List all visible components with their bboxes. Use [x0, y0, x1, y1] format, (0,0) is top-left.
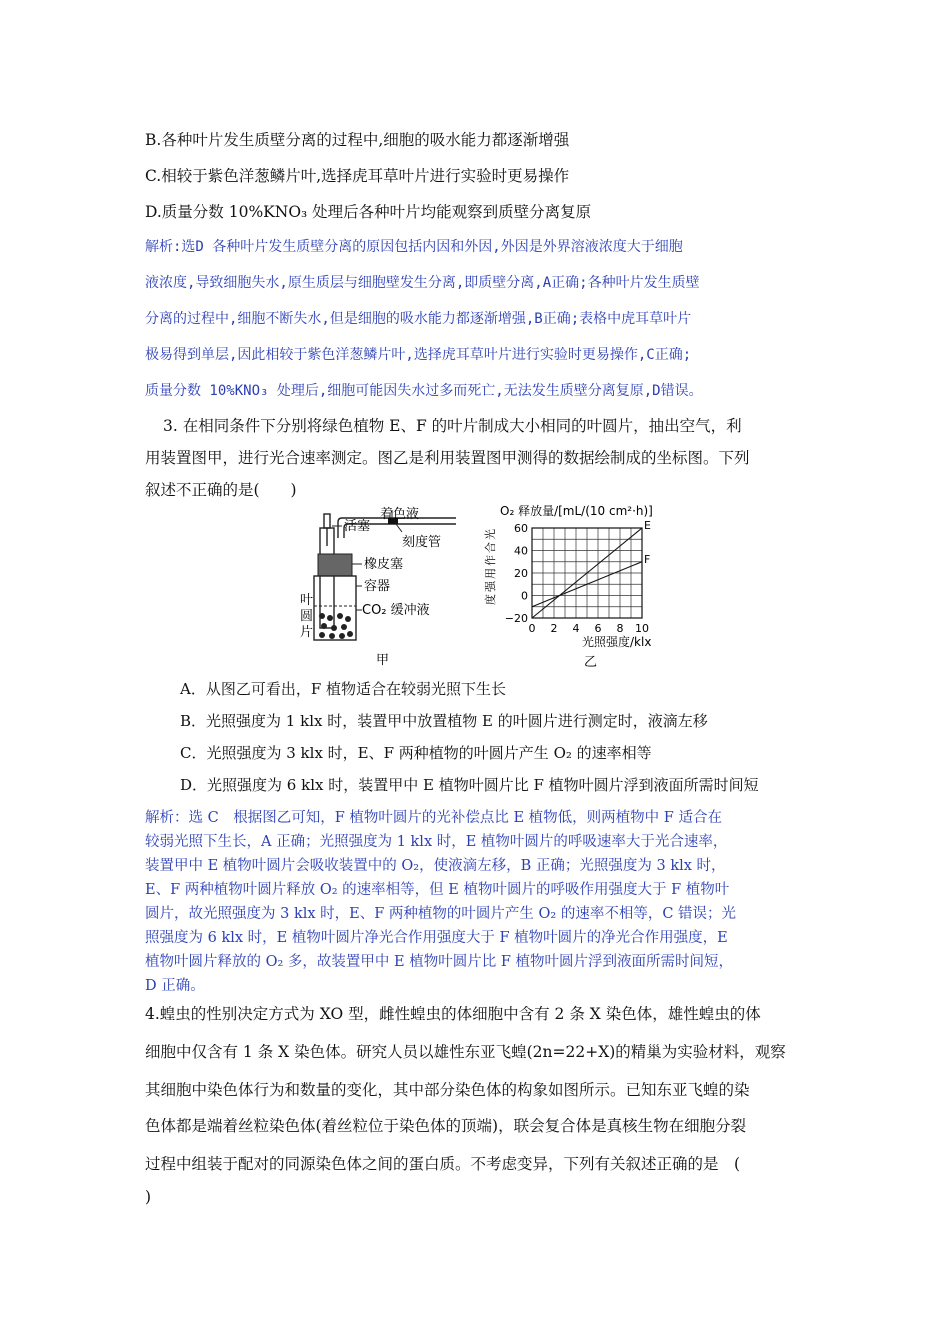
chart-ylabel-char: 强 [484, 581, 497, 592]
q3-answer-line: 装置甲中 E 植物叶圆片会吸收装置中的 O₂，使液滴左移，B 正确；光照强度为 3 klx 时， [145, 858, 726, 874]
label-colored-liquid: 着色液 [380, 507, 420, 522]
label-piston: 活塞 [344, 519, 371, 534]
caption-jia: 甲 [376, 653, 390, 668]
q3-stem-line: 叙述不正确的是( ) [145, 481, 297, 499]
q2-answer-line: 质量分数 10%KNO₃ 处理后,细胞可能因失水过多而死亡,无法发生质壁分离复原,D错误。 [145, 383, 703, 399]
chart-ylabel-char: 作 [484, 555, 497, 566]
q3-answer-line: 照强度为 6 klx 时，E 植物叶圆片净光合作用强度大于 F 植物叶圆片的净光合作用强度，E [145, 930, 728, 946]
q3-answer-line: 解析：选 C 根据图乙可知，F 植物叶圆片的光补偿点比 E 植物低，则两植物中 F 适合在 [145, 810, 722, 826]
q3-answer-line: 较弱光照下生长，A 正确；光照强度为 1 klx 时，E 植物叶圆片的呼吸速率大于光合速率， [145, 834, 728, 850]
y-tick-label: 0 [521, 589, 528, 603]
q4-stem-line: 色体都是端着丝粒染色体(着丝粒位于染色体的顶端)，联会复合体是真核生物在细胞分裂 [145, 1117, 747, 1135]
label-scale-tube: 刻度管 [402, 535, 442, 550]
q3-stem-line: 3. 在相同条件下分别将绿色植物 E、F 的叶片制成大小相同的叶圆片，抽出空气，利 [163, 417, 742, 435]
q4-stem-line: 4.蝗虫的性别决定方式为 XO 型，雌性蝗虫的体细胞中含有 2 条 X 染色体，雄性蝗虫的体 [145, 1005, 761, 1023]
y-tick-label: −20 [504, 612, 528, 625]
series-label-f: F [644, 552, 651, 566]
q2-option-b: B.各种叶片发生质壁分离的过程中,细胞的吸水能力都逐渐增强 [145, 131, 570, 149]
q3-answer-line: D 正确。 [145, 978, 205, 994]
q3-option-a: A．从图乙可看出，F 植物适合在较弱光照下生长 [180, 680, 507, 698]
q3-answer-line: E、F 两种植物叶圆片释放 O₂ 的速率相等，但 E 植物叶圆片的呼吸作用强度大于 F 植物叶 [145, 882, 730, 898]
q3-option-c: C．光照强度为 3 klx 时，E、F 两种植物的叶圆片产生 O₂ 的速率相等 [180, 744, 652, 762]
q3-option-d: D．光照强度为 6 klx 时，装置甲中 E 植物叶圆片比 F 植物叶圆片浮到液面所需时间短 [180, 776, 759, 794]
q2-answer-line: 解析:选D 各种叶片发生质壁分离的原因包括内因和外因,外因是外界溶液浓度大于细胞 [145, 239, 683, 255]
x-tick-label: 6 [594, 622, 602, 635]
x-tick-label: 10 [635, 622, 649, 635]
y-tick-label: 60 [514, 522, 528, 535]
label-leaf-1: 叶 [300, 593, 314, 608]
chart-ylabel-char: 光 [484, 529, 497, 540]
x-tick-label: 0 [528, 622, 536, 635]
q2-option-c: C.相较于紫色洋葱鳞片叶,选择虎耳草叶片进行实验时更易操作 [145, 167, 570, 185]
q3-option-b: B．光照强度为 1 klx 时，装置甲中放置植物 E 的叶圆片进行测定时，液滴左移 [180, 712, 708, 730]
y-tick-label: 40 [514, 544, 528, 558]
apparatus-figure [296, 506, 476, 670]
x-tick-label: 8 [616, 622, 624, 635]
q4-stem-line: ) [145, 1188, 152, 1206]
chart-title: O₂ 释放量/[mL/(10 cm²·h)] [500, 504, 653, 518]
chart-xlabel: 光照强度/klx [582, 635, 652, 649]
q4-stem-line: 过程中组装于配对的同源染色体之间的蛋白质。不考虑变异，下列有关叙述正确的是 ( [145, 1155, 741, 1173]
chart-ylabel-char: 合 [484, 542, 497, 553]
series-label-e: E [644, 519, 651, 532]
label-container: 容器 [364, 579, 391, 594]
label-co2-buffer: CO₂ 缓冲液 [362, 603, 430, 618]
q4-stem-line: 细胞中仅含有 1 条 X 染色体。研究人员以雄性东亚飞蝗(2n=22+X)的精巢为实验材料，观察 [145, 1043, 786, 1061]
caption-yi: 乙 [584, 655, 598, 670]
chart-ylabel-char: 度 [484, 594, 497, 605]
x-tick-label: 2 [550, 622, 558, 635]
q3-answer-line: 植物叶圆片释放的 O₂ 多，故装置甲中 E 植物叶圆片比 F 植物叶圆片浮到液面所需时间短， [145, 954, 733, 970]
q3-answer-line: 圆片，故光照强度为 3 klx 时，E、F 两种植物的叶圆片产生 O₂ 的速率不相等，C 错误；光 [145, 906, 737, 922]
x-tick-label: 4 [572, 622, 580, 635]
q2-answer-line: 极易得到单层,因此相较于紫色洋葱鳞片叶,选择虎耳草叶片进行实验时更易操作,C正确; [145, 347, 692, 363]
label-rubber-stopper: 橡皮塞 [364, 557, 404, 572]
label-leaf-2: 圆 [300, 609, 314, 624]
q2-option-d: D.质量分数 10%KNO₃ 处理后各种叶片均能观察到质壁分离复原 [145, 203, 592, 221]
y-tick-label: 20 [514, 567, 528, 580]
q4-stem-line: 其细胞中染色体行为和数量的变化，其中部分染色体的构象如图所示。已知东亚飞蝗的染 [145, 1081, 750, 1099]
q3-stem-line: 用装置图甲，进行光合速率测定。图乙是利用装置图甲测得的数据绘制成的坐标图。下列 [145, 449, 750, 467]
label-leaf-3: 片 [300, 625, 314, 640]
q2-answer-line: 液浓度,导致细胞失水,原生质层与细胞壁发生分离,即质壁分离,A正确;各种叶片发生质壁 [145, 275, 700, 291]
o2-chart [484, 500, 698, 672]
chart-ylabel-char: 用 [484, 568, 497, 579]
q2-answer-line: 分离的过程中,细胞不断失水,但是细胞的吸水能力都逐渐增强,B正确;表格中虎耳草叶片 [145, 311, 692, 327]
